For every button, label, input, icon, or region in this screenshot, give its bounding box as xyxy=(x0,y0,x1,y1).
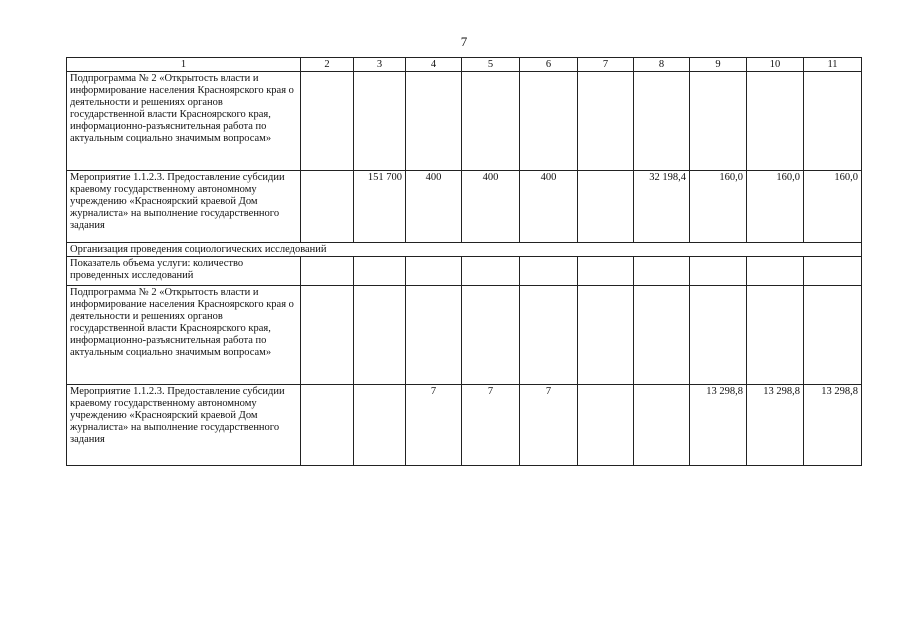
table-cell xyxy=(690,257,747,286)
table-cell: 7 xyxy=(520,385,578,466)
table-row xyxy=(67,72,862,171)
table-cell xyxy=(301,171,354,243)
table-cell: 160,0 xyxy=(690,171,747,243)
table-cell xyxy=(804,286,862,385)
row-description: Показатель объема услуги: количество проведенных исследований xyxy=(67,257,301,286)
table-cell xyxy=(690,72,747,171)
table-cell xyxy=(578,286,634,385)
header-row xyxy=(67,58,862,72)
table-cell xyxy=(354,257,406,286)
table-cell: 160,0 xyxy=(747,171,804,243)
table-cell xyxy=(634,72,690,171)
table-cell xyxy=(406,72,462,171)
table-cell xyxy=(520,257,578,286)
column-header: 11 xyxy=(804,58,862,72)
column-header: 8 xyxy=(634,58,690,72)
table-cell xyxy=(406,257,462,286)
table-cell xyxy=(462,72,520,171)
data-table xyxy=(66,57,862,466)
table-cell: 32 198,4 xyxy=(634,171,690,243)
table-cell xyxy=(462,257,520,286)
table-cell xyxy=(520,72,578,171)
table-cell: 13 298,8 xyxy=(804,385,862,466)
row-description: Мероприятие 1.1.2.3. Предоставление субсидии краевому государственному автономному учреждению «Красноярский краевой Дом журналиста» на выполнение государственного задания xyxy=(67,385,301,466)
table-cell xyxy=(301,286,354,385)
column-header: 7 xyxy=(578,58,634,72)
column-header: 2 xyxy=(301,58,354,72)
table-cell: 13 298,8 xyxy=(690,385,747,466)
table-cell xyxy=(578,257,634,286)
table-cell xyxy=(578,171,634,243)
row-description: Подпрограмма № 2 «Открытость власти и информирование населения Красноярского края о деятельности и решениях органов государственной власти Красноярского края, информационно-разъяснительная работа по актуальным социально значимым вопросам» xyxy=(67,286,301,385)
table-row xyxy=(67,257,862,286)
table-cell: 7 xyxy=(462,385,520,466)
table-cell xyxy=(634,385,690,466)
table-cell xyxy=(747,72,804,171)
table-cell: 400 xyxy=(462,171,520,243)
table-cell xyxy=(690,286,747,385)
section-title: Организация проведения социологических исследований xyxy=(67,243,862,257)
table-cell xyxy=(634,257,690,286)
table-cell xyxy=(804,257,862,286)
table-cell: 151 700 xyxy=(354,171,406,243)
table-cell xyxy=(520,286,578,385)
table-cell xyxy=(354,72,406,171)
column-header: 10 xyxy=(747,58,804,72)
table-cell: 160,0 xyxy=(804,171,862,243)
table-cell xyxy=(578,385,634,466)
table-cell: 13 298,8 xyxy=(747,385,804,466)
table-cell xyxy=(747,257,804,286)
column-header: 9 xyxy=(690,58,747,72)
row-description: Подпрограмма № 2 «Открытость власти и информирование населения Красноярского края о деятельности и решениях органов государственной власти Красноярского края, информационно-разъяснительная работа по актуальным социально значимым вопросам» xyxy=(67,72,301,171)
table-cell xyxy=(354,385,406,466)
table-cell xyxy=(462,286,520,385)
table-row xyxy=(67,286,862,385)
table-cell: 400 xyxy=(406,171,462,243)
table-cell xyxy=(301,385,354,466)
row-description: Мероприятие 1.1.2.3. Предоставление субсидии краевому государственному автономному учреждению «Красноярский краевой Дом журналиста» на выполнение государственного задания xyxy=(67,171,301,243)
table-cell xyxy=(804,72,862,171)
table-row xyxy=(67,243,862,257)
table-cell xyxy=(634,286,690,385)
table-cell: 7 xyxy=(406,385,462,466)
table-cell: 400 xyxy=(520,171,578,243)
table-row xyxy=(67,385,862,466)
table-cell xyxy=(301,72,354,171)
column-header: 3 xyxy=(354,58,406,72)
table-cell xyxy=(406,286,462,385)
page-number: 7 xyxy=(460,34,468,49)
column-header: 1 xyxy=(67,58,301,72)
table-cell xyxy=(747,286,804,385)
column-header: 6 xyxy=(520,58,578,72)
table-cell xyxy=(578,72,634,171)
table-row xyxy=(67,171,862,243)
column-header: 4 xyxy=(406,58,462,72)
column-header: 5 xyxy=(462,58,520,72)
table-cell xyxy=(301,257,354,286)
table-cell xyxy=(354,286,406,385)
